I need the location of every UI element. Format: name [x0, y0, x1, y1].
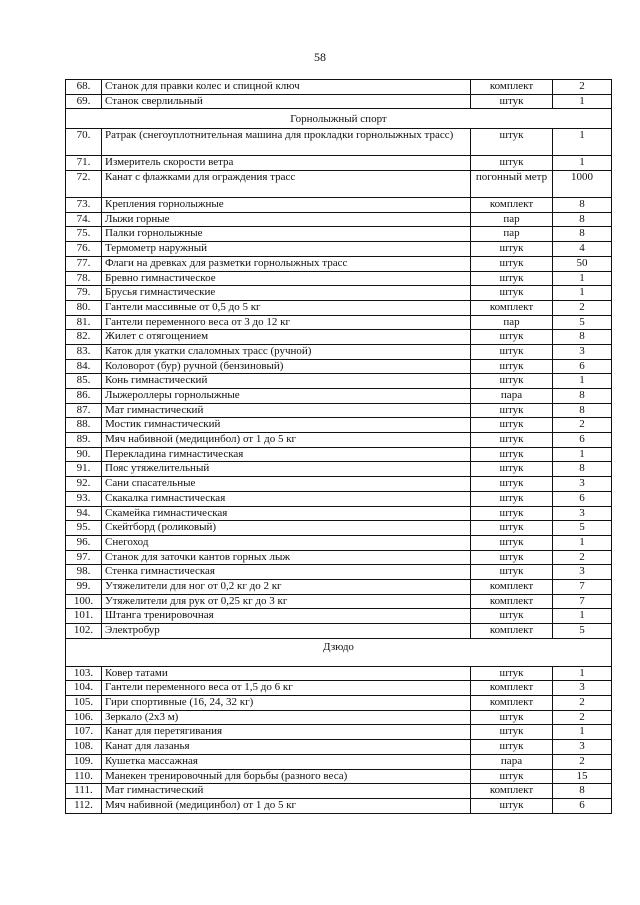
item-unit: пар	[471, 212, 553, 227]
item-name: Флаги на древках для разметки горнолыжных трасс	[102, 256, 471, 271]
item-quantity: 7	[553, 594, 612, 609]
item-number: 69.	[66, 94, 102, 109]
item-unit: штук	[471, 725, 553, 740]
item-name: Сани спасательные	[102, 477, 471, 492]
item-name: Конь гимнастический	[102, 374, 471, 389]
table-row	[66, 374, 612, 389]
item-name: Крепления горнолыжные	[102, 198, 471, 213]
item-quantity: 8	[553, 784, 612, 799]
item-number: 90.	[66, 447, 102, 462]
item-unit: погонный метр	[471, 171, 553, 198]
item-unit: комплект	[471, 624, 553, 639]
table-row	[66, 798, 612, 813]
item-quantity: 1	[553, 286, 612, 301]
item-unit: штук	[471, 609, 553, 624]
section-title: Дзюдо	[66, 638, 612, 666]
equipment-table-body	[66, 80, 612, 814]
item-name: Термометр наружный	[102, 242, 471, 257]
item-unit: штук	[471, 330, 553, 345]
item-unit: штук	[471, 271, 553, 286]
table-row	[66, 156, 612, 171]
item-unit: штук	[471, 256, 553, 271]
item-quantity: 8	[553, 227, 612, 242]
item-unit: штук	[471, 374, 553, 389]
item-name: Гири спортивные (16, 24, 32 кг)	[102, 696, 471, 711]
item-name: Мат гимнастический	[102, 403, 471, 418]
item-number: 111.	[66, 784, 102, 799]
table-row	[66, 344, 612, 359]
section-header-row	[66, 109, 612, 129]
item-name: Канат с флажками для ограждения трасс	[102, 171, 471, 198]
item-quantity: 6	[553, 798, 612, 813]
item-unit: пара	[471, 389, 553, 404]
table-row	[66, 609, 612, 624]
item-name: Бревно гимнастическое	[102, 271, 471, 286]
item-quantity: 1	[553, 666, 612, 681]
table-row	[66, 740, 612, 755]
item-number: 86.	[66, 389, 102, 404]
item-unit: штук	[471, 94, 553, 109]
table-row	[66, 271, 612, 286]
table-row	[66, 403, 612, 418]
item-name: Ковер татами	[102, 666, 471, 681]
item-number: 108.	[66, 740, 102, 755]
table-row	[66, 754, 612, 769]
item-unit: штук	[471, 710, 553, 725]
item-name: Станок сверлильный	[102, 94, 471, 109]
table-row	[66, 80, 612, 95]
item-number: 97.	[66, 550, 102, 565]
item-unit: штук	[471, 359, 553, 374]
item-quantity: 6	[553, 491, 612, 506]
item-name: Станок для заточки кантов горных лыж	[102, 550, 471, 565]
table-row	[66, 696, 612, 711]
item-number: 74.	[66, 212, 102, 227]
table-row	[66, 725, 612, 740]
item-name: Скамейка гимнастическая	[102, 506, 471, 521]
item-quantity: 2	[553, 754, 612, 769]
item-quantity: 5	[553, 521, 612, 536]
item-unit: штук	[471, 286, 553, 301]
item-number: 89.	[66, 433, 102, 448]
item-number: 93.	[66, 491, 102, 506]
item-quantity: 8	[553, 389, 612, 404]
table-row	[66, 286, 612, 301]
table-row	[66, 171, 612, 198]
item-name: Каток для укатки слаломных трасс (ручной)	[102, 344, 471, 359]
item-unit: штук	[471, 344, 553, 359]
item-unit: комплект	[471, 784, 553, 799]
item-name: Утяжелители для рук от 0,25 кг до 3 кг	[102, 594, 471, 609]
item-quantity: 50	[553, 256, 612, 271]
item-quantity: 2	[553, 696, 612, 711]
item-number: 112.	[66, 798, 102, 813]
item-number: 71.	[66, 156, 102, 171]
table-row	[66, 94, 612, 109]
table-row	[66, 477, 612, 492]
item-number: 79.	[66, 286, 102, 301]
table-row	[66, 769, 612, 784]
table-row	[66, 462, 612, 477]
item-quantity: 1	[553, 609, 612, 624]
item-quantity: 2	[553, 80, 612, 95]
item-name: Ратрак (снегоуплотнительная машина для прокладки горнолыжных трасс)	[102, 129, 471, 156]
item-name: Утяжелители для ног от 0,2 кг до 2 кг	[102, 579, 471, 594]
item-quantity: 1	[553, 156, 612, 171]
item-unit: пар	[471, 227, 553, 242]
item-number: 104.	[66, 681, 102, 696]
item-unit: штук	[471, 666, 553, 681]
table-row	[66, 256, 612, 271]
item-unit: штук	[471, 129, 553, 156]
table-row	[66, 198, 612, 213]
item-unit: штук	[471, 550, 553, 565]
table-row	[66, 624, 612, 639]
item-number: 72.	[66, 171, 102, 198]
table-row	[66, 784, 612, 799]
item-number: 95.	[66, 521, 102, 536]
item-number: 102.	[66, 624, 102, 639]
table-row	[66, 594, 612, 609]
item-unit: пар	[471, 315, 553, 330]
item-unit: штук	[471, 798, 553, 813]
item-number: 80.	[66, 300, 102, 315]
table-row	[66, 242, 612, 257]
item-number: 91.	[66, 462, 102, 477]
table-row	[66, 330, 612, 345]
section-title: Горнолыжный спорт	[66, 109, 612, 129]
table-row	[66, 506, 612, 521]
item-number: 85.	[66, 374, 102, 389]
item-number: 83.	[66, 344, 102, 359]
item-quantity: 3	[553, 565, 612, 580]
equipment-table	[65, 79, 612, 814]
item-quantity: 2	[553, 300, 612, 315]
item-quantity: 4	[553, 242, 612, 257]
item-quantity: 3	[553, 344, 612, 359]
item-quantity: 1	[553, 271, 612, 286]
item-name: Кушетка массажная	[102, 754, 471, 769]
item-number: 110.	[66, 769, 102, 784]
item-quantity: 6	[553, 433, 612, 448]
table-row	[66, 359, 612, 374]
item-quantity: 8	[553, 212, 612, 227]
item-name: Измеритель скорости ветра	[102, 156, 471, 171]
item-name: Канат для перетягивания	[102, 725, 471, 740]
item-unit: комплект	[471, 579, 553, 594]
item-quantity: 1	[553, 129, 612, 156]
item-number: 73.	[66, 198, 102, 213]
item-unit: штук	[471, 418, 553, 433]
item-unit: штук	[471, 156, 553, 171]
item-number: 76.	[66, 242, 102, 257]
item-unit: штук	[471, 769, 553, 784]
item-name: Мяч набивной (медицинбол) от 1 до 5 кг	[102, 433, 471, 448]
item-number: 109.	[66, 754, 102, 769]
item-unit: штук	[471, 491, 553, 506]
item-number: 75.	[66, 227, 102, 242]
item-name: Манекен тренировочный для борьбы (разного веса)	[102, 769, 471, 784]
item-name: Гантели массивные от 0,5 до 5 кг	[102, 300, 471, 315]
item-number: 106.	[66, 710, 102, 725]
item-unit: штук	[471, 506, 553, 521]
item-number: 94.	[66, 506, 102, 521]
table-row	[66, 550, 612, 565]
item-name: Мостик гимнастический	[102, 418, 471, 433]
item-unit: комплект	[471, 594, 553, 609]
item-number: 78.	[66, 271, 102, 286]
item-quantity: 1	[553, 447, 612, 462]
item-name: Скакалка гимнастическая	[102, 491, 471, 506]
table-row	[66, 300, 612, 315]
table-row	[66, 681, 612, 696]
item-quantity: 5	[553, 315, 612, 330]
item-unit: комплект	[471, 80, 553, 95]
item-quantity: 1	[553, 374, 612, 389]
table-row	[66, 521, 612, 536]
item-number: 98.	[66, 565, 102, 580]
item-name: Перекладина гимнастическая	[102, 447, 471, 462]
table-row	[66, 565, 612, 580]
item-number: 105.	[66, 696, 102, 711]
item-quantity: 1	[553, 94, 612, 109]
item-quantity: 3	[553, 740, 612, 755]
table-row	[66, 315, 612, 330]
item-number: 81.	[66, 315, 102, 330]
table-row	[66, 491, 612, 506]
table-row	[66, 227, 612, 242]
item-quantity: 1000	[553, 171, 612, 198]
item-quantity: 8	[553, 198, 612, 213]
item-name: Лыжероллеры горнолыжные	[102, 389, 471, 404]
page-number: 58	[314, 50, 326, 64]
item-quantity: 1	[553, 725, 612, 740]
item-name: Скейтборд (роликовый)	[102, 521, 471, 536]
item-unit: штук	[471, 403, 553, 418]
item-number: 103.	[66, 666, 102, 681]
item-name: Станок для правки колес и спицной ключ	[102, 80, 471, 95]
item-number: 92.	[66, 477, 102, 492]
item-unit: комплект	[471, 681, 553, 696]
item-quantity: 8	[553, 462, 612, 477]
item-quantity: 1	[553, 535, 612, 550]
item-name: Снегоход	[102, 535, 471, 550]
table-row	[66, 579, 612, 594]
item-quantity: 2	[553, 418, 612, 433]
item-number: 77.	[66, 256, 102, 271]
section-header-row	[66, 638, 612, 666]
item-quantity: 2	[553, 550, 612, 565]
item-number: 82.	[66, 330, 102, 345]
item-unit: комплект	[471, 696, 553, 711]
table-row	[66, 710, 612, 725]
item-name: Стенка гимнастическая	[102, 565, 471, 580]
item-quantity: 8	[553, 403, 612, 418]
item-unit: штук	[471, 535, 553, 550]
item-quantity: 7	[553, 579, 612, 594]
item-unit: комплект	[471, 300, 553, 315]
item-name: Коловорот (бур) ручной (бензиновый)	[102, 359, 471, 374]
item-unit: штук	[471, 242, 553, 257]
item-name: Пояс утяжелительный	[102, 462, 471, 477]
table-row	[66, 535, 612, 550]
item-number: 87.	[66, 403, 102, 418]
item-quantity: 15	[553, 769, 612, 784]
item-unit: штук	[471, 565, 553, 580]
item-number: 99.	[66, 579, 102, 594]
item-number: 84.	[66, 359, 102, 374]
item-unit: штук	[471, 447, 553, 462]
table-row	[66, 433, 612, 448]
item-unit: пара	[471, 754, 553, 769]
item-unit: комплект	[471, 198, 553, 213]
item-number: 101.	[66, 609, 102, 624]
item-name: Мат гимнастический	[102, 784, 471, 799]
item-quantity: 6	[553, 359, 612, 374]
table-row	[66, 447, 612, 462]
item-number: 96.	[66, 535, 102, 550]
item-number: 70.	[66, 129, 102, 156]
item-name: Лыжи горные	[102, 212, 471, 227]
item-unit: штук	[471, 477, 553, 492]
item-unit: штук	[471, 462, 553, 477]
item-name: Гантели переменного веса от 3 до 12 кг	[102, 315, 471, 330]
item-quantity: 2	[553, 710, 612, 725]
item-quantity: 3	[553, 681, 612, 696]
item-name: Канат для лазанья	[102, 740, 471, 755]
item-number: 88.	[66, 418, 102, 433]
table-row	[66, 418, 612, 433]
item-name: Штанга тренировочная	[102, 609, 471, 624]
table-row	[66, 129, 612, 156]
item-number: 100.	[66, 594, 102, 609]
item-name: Жилет с отягощением	[102, 330, 471, 345]
item-name: Гантели переменного веса от 1,5 до 6 кг	[102, 681, 471, 696]
item-quantity: 5	[553, 624, 612, 639]
item-quantity: 8	[553, 330, 612, 345]
item-name: Электробур	[102, 624, 471, 639]
item-number: 68.	[66, 80, 102, 95]
item-name: Мяч набивной (медицинбол) от 1 до 5 кг	[102, 798, 471, 813]
item-unit: штук	[471, 521, 553, 536]
table-row	[66, 666, 612, 681]
item-name: Палки горнолыжные	[102, 227, 471, 242]
item-name: Брусья гимнастические	[102, 286, 471, 301]
item-name: Зеркало (2х3 м)	[102, 710, 471, 725]
table-row	[66, 389, 612, 404]
table-row	[66, 212, 612, 227]
item-quantity: 3	[553, 506, 612, 521]
item-unit: штук	[471, 433, 553, 448]
item-number: 107.	[66, 725, 102, 740]
item-quantity: 3	[553, 477, 612, 492]
item-unit: штук	[471, 740, 553, 755]
